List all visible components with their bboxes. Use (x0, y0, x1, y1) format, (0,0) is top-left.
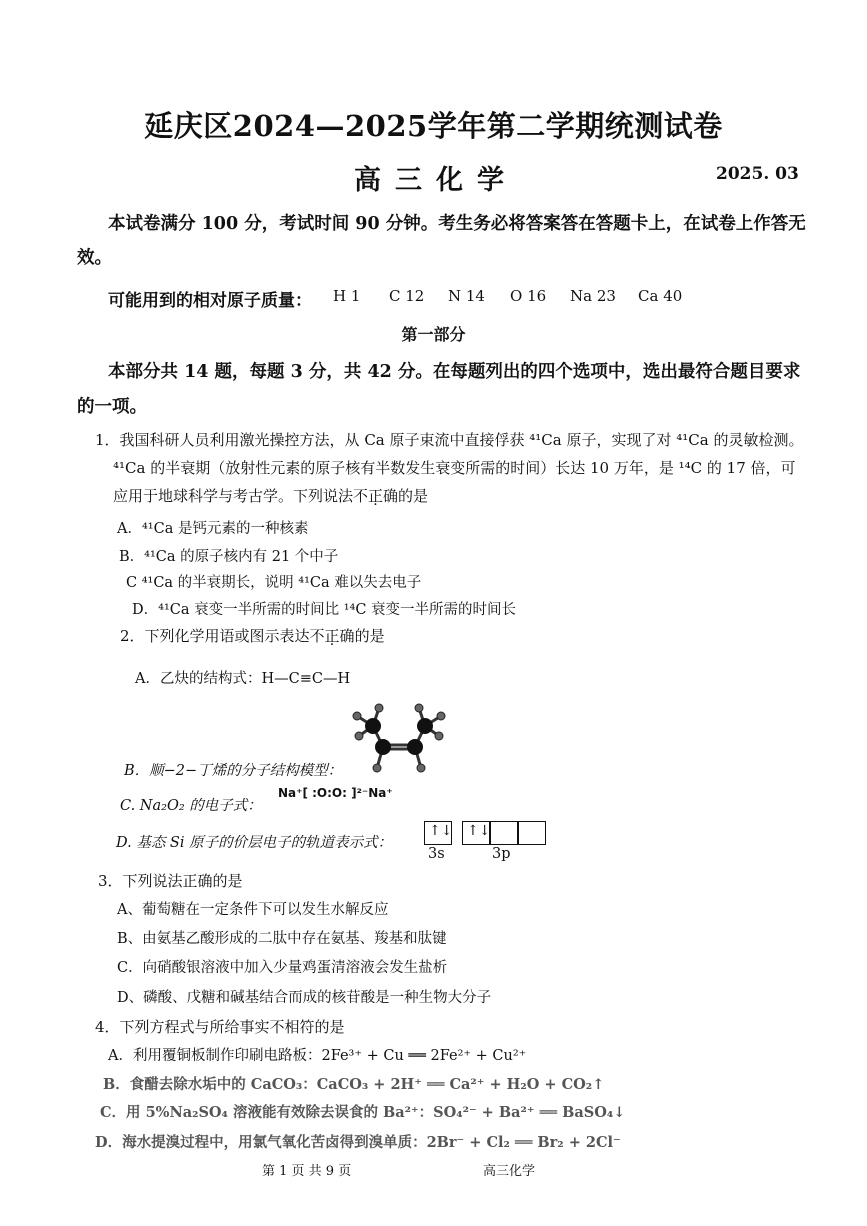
orbital-3s-label: 3s (428, 846, 445, 862)
cis-2-butene-model (345, 700, 465, 780)
q1-stem-line3 (113, 485, 428, 506)
q4-option-b: B．食醋去除水垢中的 CaCO₃：CaCO₃ + 2H⁺ ══ Ca²⁺ + H₂O + CO₂↑ (103, 1076, 605, 1093)
atomic-mass-ca: Ca 40 (638, 287, 683, 305)
q2-option-a: A．乙炔的结构式：H—C≡C—H (135, 671, 351, 687)
paired-spin-arrows-icon: ↑↓ (429, 823, 453, 839)
part1-title: 第一部分 (401, 325, 466, 344)
q3-option-a: A、葡萄糖在一定条件下可以发生水解反应 (117, 902, 389, 918)
q2-emphasis: 不正确 (309, 627, 355, 645)
q1-emphasis: 不正确 (353, 487, 399, 505)
instructions-line1: 本试卷满分 100 分，考试时间 90 分钟。考生务必将答案答在答题卡上，在试卷上作答无 (108, 214, 806, 234)
atomic-mass-o: O 16 (510, 287, 547, 305)
q2-option-d: D. 基态 Si 原子的价层电子的轨道表示式： (116, 835, 393, 851)
atomic-mass-h: H 1 (333, 287, 361, 305)
orbital-3p-box-1 (462, 821, 490, 845)
atomic-mass-label: 可能用到的相对原子质量： (108, 291, 312, 311)
instructions-line2: 效。 (77, 248, 112, 268)
q3-option-d: D、磷酸、戊糖和碱基结合而成的核苷酸是一种生物大分子 (117, 990, 492, 1006)
q3-option-b: B、由氨基乙酸形成的二肽中存在氨基、羧基和肽键 (117, 931, 447, 947)
exam-subject: 高三化学 (354, 165, 518, 196)
exam-title: 延庆区2024—2025学年第二学期统测试卷 (144, 109, 723, 143)
q4-option-a: A．利用覆铜板制作印刷电路板：2Fe³⁺ + Cu ══ 2Fe²⁺ + Cu²⁺ (108, 1048, 527, 1064)
footer-subject: 高三化学 (483, 1164, 536, 1179)
q2-option-b: B．顺−2−丁烯的分子结构模型： (124, 763, 343, 779)
q2-stem-end: 的是 (354, 627, 385, 645)
atomic-mass-c: C 12 (389, 287, 425, 305)
q1-option-d: D．⁴¹Ca 衰变一半所需的时间比 ¹⁴C 衰变一半所需的时间长 (132, 602, 517, 618)
q1-stem-end: 的是 (398, 487, 429, 505)
q2-option-c: C. Na₂O₂ 的电子式： (120, 798, 262, 814)
q2-stem (120, 625, 385, 646)
q4-stem: 4．下列方程式与所给事实不相符的是 (95, 1018, 345, 1036)
q4-option-c: C．用 5%Na₂SO₄ 溶液能有效除去误食的 Ba²⁺：SO₄²⁻ + Ba²⁺ ══ BaSO₄↓ (100, 1104, 626, 1121)
q1-stem-line2: ⁴¹Ca 的半衰期（放射性元素的原子核有半数发生衰变所需的时间）长达 10 万年，是 ¹⁴C 的 17 倍，可 (113, 459, 796, 477)
atomic-mass-n: N 14 (448, 287, 485, 305)
q1-option-b: B．⁴¹Ca 的原子核内有 21 个中子 (119, 549, 339, 565)
q1-stem-line1: 1．我国科研人员利用激光操控方法，从 Ca 原子束流中直接俘获 ⁴¹Ca 原子，实现了对 ⁴¹Ca 的灵敏检测。 (95, 431, 804, 449)
q4-option-d: D．海水提溴过程中，用氯气氧化苦卤得到溴单质：2Br⁻ + Cl₂ ══ Br₂ + 2Cl⁻ (95, 1134, 621, 1151)
orbital-3p-box-2 (490, 821, 518, 845)
orbital-3p-label: 3p (492, 846, 511, 862)
q3-option-c: C．向硝酸银溶液中加入少量鸡蛋清溶液会发生盐析 (117, 960, 448, 976)
paired-spin-arrows-icon: ↑↓ (467, 823, 491, 839)
na2o2-lewis-structure: Na⁺[ :O:O: ]²⁻Na⁺ (278, 786, 393, 800)
q1-option-a: A．⁴¹Ca 是钙元素的一种核素 (117, 521, 309, 537)
part1-desc-line2: 的一项。 (77, 397, 147, 417)
orbital-3p-box-3 (518, 821, 546, 845)
q1-option-c: C ⁴¹Ca 的半衰期长，说明 ⁴¹Ca 难以失去电子 (126, 575, 422, 591)
q3-stem: 3．下列说法正确的是 (98, 872, 243, 890)
atomic-mass-na: Na 23 (570, 287, 616, 305)
footer-page-number: 第 1 页 共 9 页 (262, 1164, 352, 1179)
exam-date: 2025. 03 (716, 164, 799, 184)
orbital-3s-box (424, 821, 452, 845)
q2-stem-text: 2．下列化学用语或图示表达 (120, 627, 310, 645)
part1-desc-line1: 本部分共 14 题，每题 3 分，共 42 分。在每题列出的四个选项中，选出最符合题目要求 (108, 362, 801, 382)
q1-stem-text: 应用于地球科学与考古学。下列说法 (113, 487, 354, 505)
